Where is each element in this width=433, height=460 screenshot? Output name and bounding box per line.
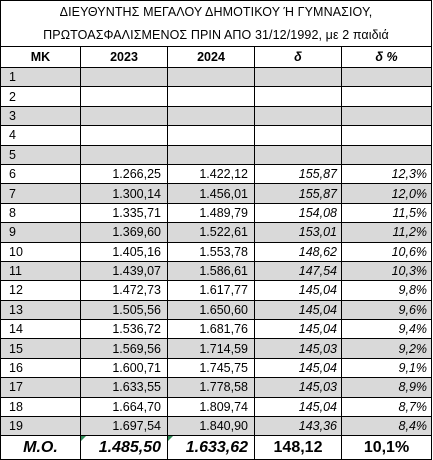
cell-2024[interactable]: 1.553,78 — [168, 242, 255, 261]
table-row — [1, 417, 432, 436]
cell-mk[interactable]: 1 — [1, 68, 81, 87]
cell-delta-percent[interactable] — [342, 145, 432, 164]
table-row — [1, 145, 432, 164]
cell-delta-percent[interactable]: 10,3% — [342, 261, 432, 280]
cell-2024[interactable] — [168, 87, 255, 106]
cell-delta-percent[interactable]: 8,7% — [342, 397, 432, 416]
table-row — [1, 184, 432, 203]
cell-2023[interactable]: 1.472,73 — [81, 281, 168, 300]
cell-2024[interactable]: 1.522,61 — [168, 223, 255, 242]
cell-delta[interactable] — [255, 126, 342, 145]
cell-mk[interactable]: 4 — [1, 126, 81, 145]
cell-delta-percent[interactable]: 9,2% — [342, 339, 432, 358]
table-row — [1, 378, 432, 397]
cell-delta-percent[interactable]: 12,3% — [342, 164, 432, 183]
header-row — [1, 47, 432, 68]
cell-2023[interactable]: 1.300,14 — [81, 184, 168, 203]
table-row — [1, 339, 432, 358]
cell-mk[interactable]: 3 — [1, 106, 81, 125]
cell-delta[interactable] — [255, 145, 342, 164]
cell-delta[interactable]: 145,04 — [255, 281, 342, 300]
cell-delta-percent[interactable] — [342, 106, 432, 125]
table-row — [1, 106, 432, 125]
table-row — [1, 281, 432, 300]
table-row — [1, 87, 432, 106]
cell-2023[interactable]: 1.505,56 — [81, 300, 168, 319]
column-header-2024: 2024 — [168, 47, 255, 68]
cell-2023[interactable] — [81, 126, 168, 145]
table-row — [1, 242, 432, 261]
cell-2024[interactable]: 1.586,61 — [168, 261, 255, 280]
cell-delta-percent[interactable]: 11,5% — [342, 203, 432, 222]
cell-delta[interactable]: 143,36 — [255, 417, 342, 436]
table-row — [1, 68, 432, 87]
average-2023[interactable]: 1.485,50 — [81, 436, 168, 460]
cell-delta-percent[interactable]: 8,4% — [342, 417, 432, 436]
cell-mk[interactable]: 8 — [1, 203, 81, 222]
cell-delta-percent[interactable]: 9,4% — [342, 320, 432, 339]
average-label[interactable]: Μ.Ο. — [1, 436, 81, 460]
cell-2023[interactable] — [81, 106, 168, 125]
cell-delta[interactable]: 145,04 — [255, 300, 342, 319]
cell-2024[interactable]: 1.489,79 — [168, 203, 255, 222]
average-delta-percent[interactable]: 10,1% — [342, 436, 432, 460]
cell-mk[interactable]: 14 — [1, 320, 81, 339]
cell-delta[interactable] — [255, 106, 342, 125]
cell-2023[interactable]: 1.633,55 — [81, 378, 168, 397]
cell-2024[interactable] — [168, 145, 255, 164]
cell-2024[interactable]: 1.778,58 — [168, 378, 255, 397]
cell-delta[interactable]: 154,08 — [255, 203, 342, 222]
cell-2024[interactable] — [168, 126, 255, 145]
cell-2023[interactable]: 1.266,25 — [81, 164, 168, 183]
table-row — [1, 126, 432, 145]
cell-delta-percent[interactable] — [342, 87, 432, 106]
cell-mk[interactable]: 9 — [1, 223, 81, 242]
title-line-1: ΔΙΕΥΘΥΝΤΗΣ ΜΕΓΑΛΟΥ ΔΗΜΟΤΙΚΟΥ Ή ΓΥΜΝΑΣΙΟΥ, — [1, 1, 432, 24]
cell-2023[interactable]: 1.405,16 — [81, 242, 168, 261]
average-delta[interactable]: 148,12 — [255, 436, 342, 460]
cell-delta[interactable]: 145,03 — [255, 339, 342, 358]
cell-mk[interactable]: 13 — [1, 300, 81, 319]
table-row — [1, 223, 432, 242]
title-line-2: ΠΡΩΤΟΑΣΦΑΛΙΣΜΕΝΟΣ ΠΡΙΝ ΑΠΟ 31/12/1992, με 2 παιδιά — [1, 24, 432, 47]
cell-2024[interactable]: 1.714,59 — [168, 339, 255, 358]
cell-2023[interactable]: 1.439,07 — [81, 261, 168, 280]
table-row — [1, 261, 432, 280]
table-row — [1, 203, 432, 222]
cell-delta-percent[interactable]: 9,1% — [342, 358, 432, 377]
cell-mk[interactable]: 11 — [1, 261, 81, 280]
cell-2023[interactable] — [81, 87, 168, 106]
cell-mk[interactable]: 6 — [1, 164, 81, 183]
table-row — [1, 397, 432, 416]
cell-delta-percent[interactable]: 9,8% — [342, 281, 432, 300]
cell-mk[interactable]: 2 — [1, 87, 81, 106]
cell-2023[interactable]: 1.536,72 — [81, 320, 168, 339]
cell-delta[interactable]: 155,87 — [255, 184, 342, 203]
cell-delta[interactable]: 147,54 — [255, 261, 342, 280]
cell-2023[interactable] — [81, 68, 168, 87]
cell-2023[interactable]: 1.664,70 — [81, 397, 168, 416]
cell-delta[interactable]: 145,03 — [255, 378, 342, 397]
cell-2024[interactable]: 1.745,75 — [168, 358, 255, 377]
cell-mk[interactable]: 17 — [1, 378, 81, 397]
cell-delta[interactable]: 145,04 — [255, 358, 342, 377]
cell-delta-percent[interactable]: 11,2% — [342, 223, 432, 242]
column-header-2023: 2023 — [81, 47, 168, 68]
cell-2023[interactable] — [81, 145, 168, 164]
cell-mk[interactable]: 10 — [1, 242, 81, 261]
cell-2024[interactable]: 1.840,90 — [168, 417, 255, 436]
average-2024[interactable]: 1.633,62 — [168, 436, 255, 460]
cell-delta[interactable]: 153,01 — [255, 223, 342, 242]
cell-mk[interactable]: 7 — [1, 184, 81, 203]
cell-delta-percent[interactable]: 8,9% — [342, 378, 432, 397]
cell-delta[interactable] — [255, 87, 342, 106]
cell-2023[interactable]: 1.697,54 — [81, 417, 168, 436]
column-header-mk: ΜΚ — [1, 47, 81, 68]
cell-delta-percent[interactable] — [342, 68, 432, 87]
cell-delta[interactable] — [255, 68, 342, 87]
cell-delta-percent[interactable]: 12,0% — [342, 184, 432, 203]
cell-2024[interactable]: 1.617,77 — [168, 281, 255, 300]
column-header-delta: δ — [255, 47, 342, 68]
table-row — [1, 320, 432, 339]
cell-delta[interactable]: 145,04 — [255, 397, 342, 416]
cell-2023[interactable]: 1.600,71 — [81, 358, 168, 377]
cell-delta[interactable]: 148,62 — [255, 242, 342, 261]
column-header-delta-percent: δ % — [342, 47, 432, 68]
cell-2023[interactable]: 1.369,60 — [81, 223, 168, 242]
table-body — [1, 68, 432, 436]
cell-mk[interactable]: 18 — [1, 397, 81, 416]
cell-delta[interactable]: 155,87 — [255, 164, 342, 183]
cell-2024[interactable] — [168, 68, 255, 87]
cell-2024[interactable]: 1.681,76 — [168, 320, 255, 339]
cell-2024[interactable]: 1.422,12 — [168, 164, 255, 183]
average-row — [1, 436, 432, 460]
table-row — [1, 300, 432, 319]
cell-delta-percent[interactable] — [342, 126, 432, 145]
cell-2024[interactable]: 1.809,74 — [168, 397, 255, 416]
cell-mk[interactable]: 12 — [1, 281, 81, 300]
cell-delta[interactable]: 145,04 — [255, 320, 342, 339]
cell-mk[interactable]: 5 — [1, 145, 81, 164]
cell-mk[interactable]: 16 — [1, 358, 81, 377]
cell-2023[interactable]: 1.335,71 — [81, 203, 168, 222]
cell-mk[interactable]: 15 — [1, 339, 81, 358]
cell-2024[interactable]: 1.650,60 — [168, 300, 255, 319]
cell-mk[interactable]: 19 — [1, 417, 81, 436]
cell-delta-percent[interactable]: 9,6% — [342, 300, 432, 319]
table-row — [1, 164, 432, 183]
cell-2024[interactable] — [168, 106, 255, 125]
cell-2024[interactable]: 1.456,01 — [168, 184, 255, 203]
cell-2023[interactable]: 1.569,56 — [81, 339, 168, 358]
cell-delta-percent[interactable]: 10,6% — [342, 242, 432, 261]
table-row — [1, 358, 432, 377]
